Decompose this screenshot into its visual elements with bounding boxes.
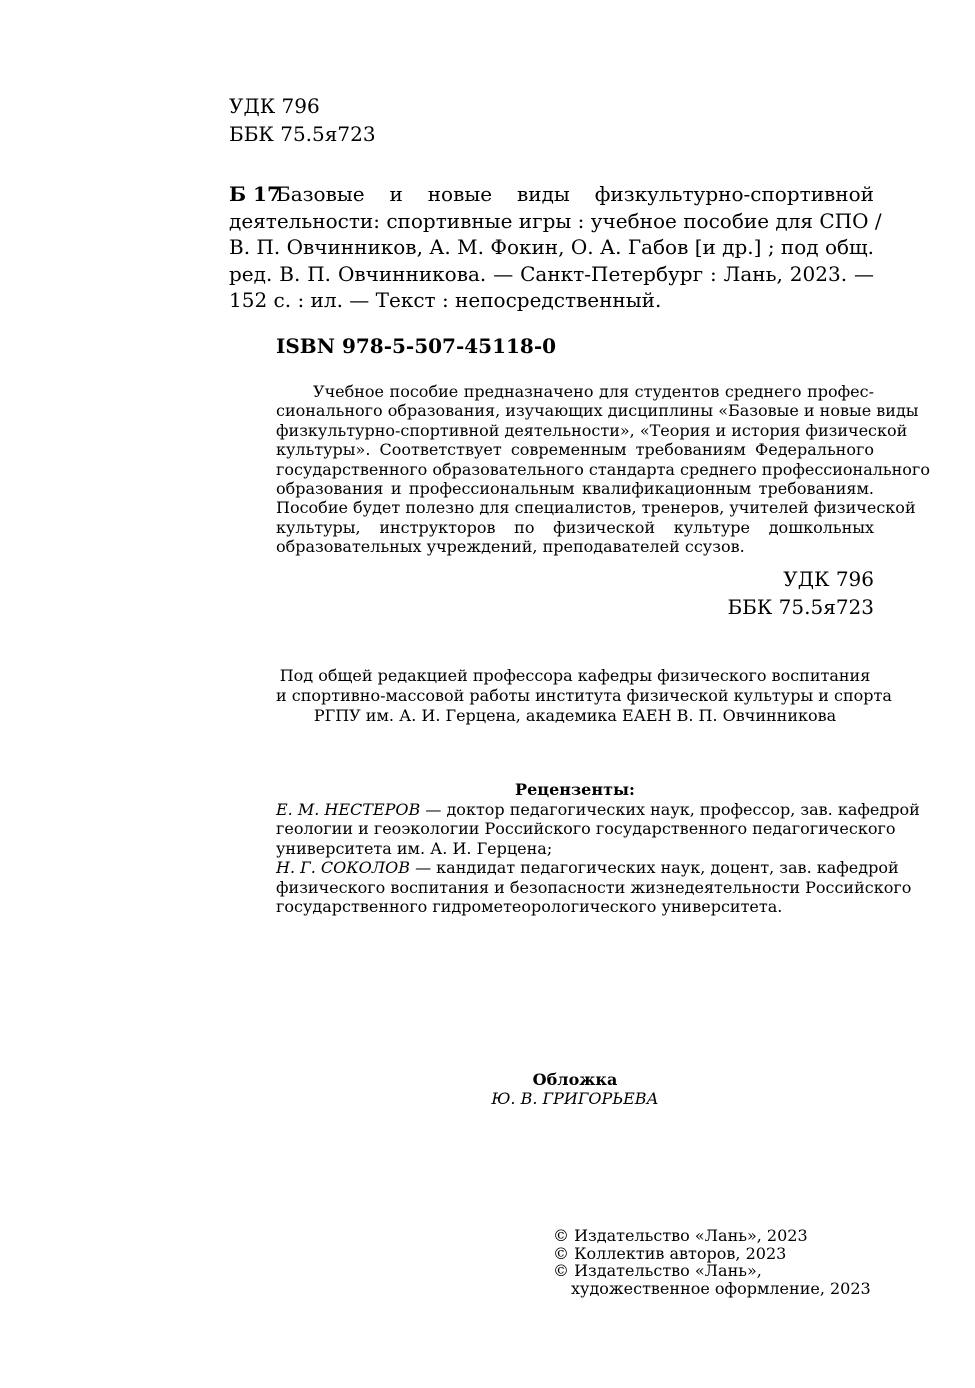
reviewer-line — [276, 799, 920, 820]
abstract-line: Пособие будет полезно для специалистов, тренеров, учителей физической — [276, 498, 916, 518]
reviewer-line: университета им. А. И. Герцена; — [276, 838, 553, 858]
bib-line: деятельности: спортивные игры : учебное пособие для СПО / — [229, 208, 882, 233]
copyright-line: © Издательство «Лань», — [553, 1261, 762, 1280]
cover-credit — [276, 1070, 874, 1108]
copyright-block — [553, 1227, 871, 1297]
reviewer-line: государственного гидрометеорологического университета. — [276, 897, 783, 916]
general-editor-note — [276, 666, 892, 726]
editor-line: и спортивно-массовой работы института физической культуры и спорта — [276, 686, 892, 705]
reviewer-credentials: — кандидат педагогических наук, доцент, зав. кафедрой — [409, 858, 899, 877]
cover-artist: Ю. В. ГРИГОРЬЕВА — [491, 1089, 659, 1108]
header-classification-codes — [229, 92, 376, 148]
abstract-line: физкультурно-спортивной деятельности», «Теория и история физической — [276, 420, 908, 440]
abstract-line: образования и профессиональным квалификационным требованиям. — [276, 479, 874, 499]
reviewers-title: Рецензенты: — [515, 780, 635, 799]
abstract-line: Учебное пособие предназначено для студентов среднего профес- — [313, 382, 874, 401]
reviewer-name: Н. Г. СОКОЛОВ — [276, 858, 410, 877]
abstract — [276, 382, 930, 557]
reviewer-line: геологии и геоэкологии Российского государственного педагогического — [276, 819, 896, 838]
copyright-line: © Издательство «Лань», 2023 — [553, 1226, 808, 1245]
editor-line: Под общей редакцией профессора кафедры физического воспитания — [279, 666, 871, 685]
bibliographic-description — [276, 181, 874, 208]
bib-line: Базовые и новые виды физкультурно-спортивной — [276, 182, 874, 206]
footer-classification-codes — [727, 565, 874, 621]
abstract-line: культуры, инструкторов по физической культуре дошкольных — [276, 517, 874, 537]
udk-code: УДК 796 — [229, 94, 320, 118]
cover-label: Обложка — [532, 1070, 618, 1089]
reviewer-credentials: — доктор педагогических наук, профессор, зав. кафедрой — [420, 799, 920, 819]
catalog-entry — [229, 181, 882, 314]
reviewers-section — [276, 780, 920, 917]
isbn: ISBN 978-5-507-45118-0 — [276, 334, 557, 358]
bib-line: ред. В. П. Овчинникова. — Санкт-Петербург : Лань, 2023. — — [229, 261, 874, 286]
author-mark: Б 17 — [229, 182, 281, 206]
udk-code: УДК 796 — [783, 567, 874, 591]
bbk-code: ББК 75.5я723 — [229, 122, 376, 146]
bib-line: В. П. Овчинников, А. М. Фокин, О. А. Габов [и др.] ; под общ. — [229, 235, 874, 259]
editor-line: РГПУ им. А. И. Герцена, академика ЕАЕН В. П. Овчинникова — [313, 706, 837, 725]
reviewer-line: физического воспитания и безопасности жизнедеятельности Российского — [276, 877, 912, 897]
abstract-line: сионального образования, изучающих дисциплины «Базовые и новые виды — [276, 401, 919, 421]
copyright-line: художественное оформление, 2023 — [571, 1278, 871, 1298]
copyright-line: © Коллектив авторов, 2023 — [553, 1243, 787, 1263]
abstract-line: культуры». Соответствует современным требованиям Федерального — [276, 440, 874, 460]
abstract-line: государственного образовательного стандарта среднего профессионального — [276, 459, 930, 479]
abstract-line: образовательных учреждений, преподавателей ссузов. — [276, 537, 745, 557]
bib-line: 152 с. : ил. — Текст : непосредственный. — [229, 288, 662, 312]
reviewer-name: Е. М. НЕСТЕРОВ — [276, 799, 421, 819]
reviewer-line — [276, 858, 899, 878]
bbk-code: ББК 75.5я723 — [727, 595, 874, 619]
